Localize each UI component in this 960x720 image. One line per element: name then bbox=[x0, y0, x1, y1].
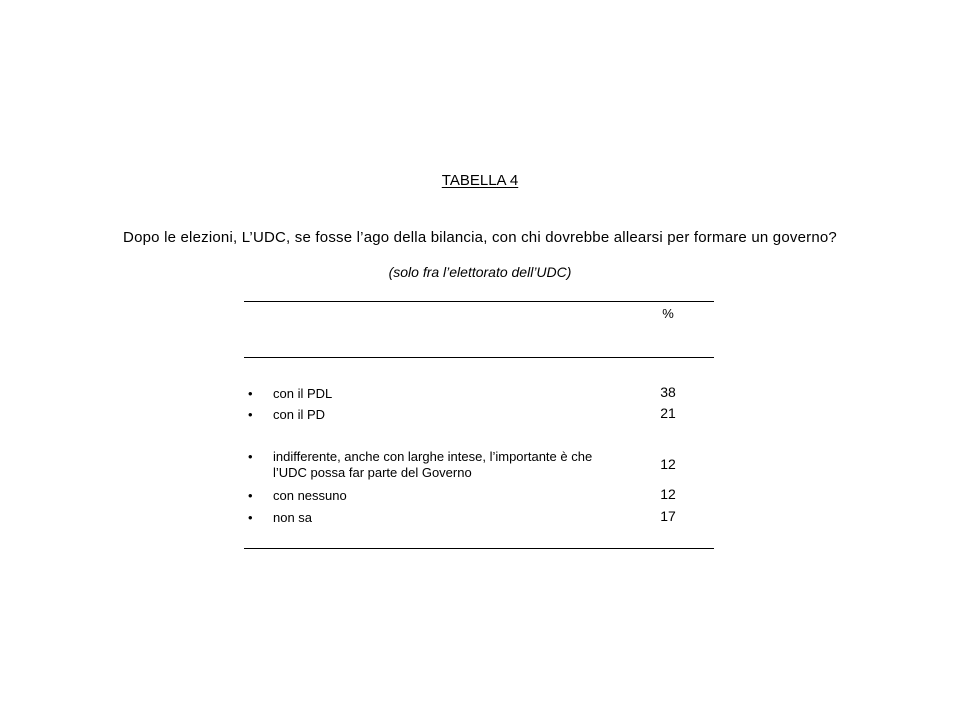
table-title bbox=[0, 172, 960, 189]
bullet-icon: • bbox=[248, 488, 253, 503]
survey-question: Dopo le elezioni, L’UDC, se fosse l’ago della bilancia, con chi dovrebbe allearsi per formare un governo? bbox=[123, 229, 837, 246]
row-value: 12 bbox=[660, 456, 676, 472]
bullet-icon: • bbox=[248, 449, 253, 464]
table-top-rule bbox=[244, 301, 714, 302]
bullet-icon: • bbox=[248, 386, 253, 401]
row-value: 12 bbox=[660, 486, 676, 502]
table-bottom-rule bbox=[244, 548, 714, 549]
percent-column-header: % bbox=[662, 306, 674, 321]
row-label: indifferente, anche con larghe intese, l’importante è che l’UDC possa far parte del Governo bbox=[273, 449, 593, 480]
row-value: 21 bbox=[660, 405, 676, 421]
row-value: 17 bbox=[660, 508, 676, 524]
table-subtitle: (solo fra l’elettorato dell’UDC) bbox=[388, 264, 572, 280]
table-header-rule bbox=[244, 357, 714, 358]
row-label: non sa bbox=[273, 510, 313, 525]
row-value: 38 bbox=[660, 384, 676, 400]
row-label: con nessuno bbox=[273, 488, 347, 503]
table-title-text: TABELLA 4 bbox=[441, 172, 519, 189]
row-label: con il PDL bbox=[273, 386, 333, 401]
bullet-icon: • bbox=[248, 407, 253, 422]
bullet-icon: • bbox=[248, 510, 253, 525]
row-label: con il PD bbox=[273, 407, 326, 422]
